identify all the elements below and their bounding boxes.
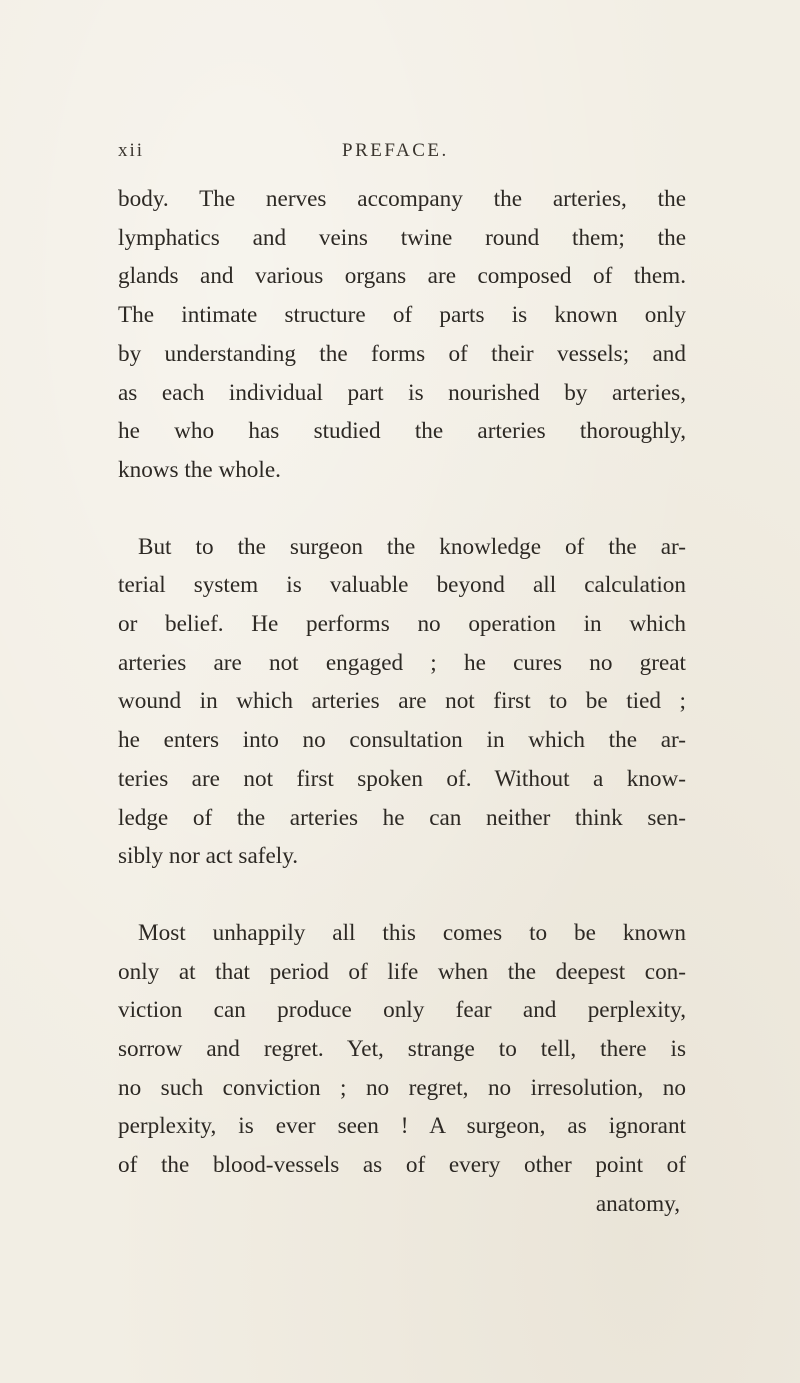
text-line: perplexity, is ever seen ! A surgeon, as ignorant bbox=[118, 1113, 686, 1140]
text-line: no such conviction ; no regret, no irresolution, no bbox=[118, 1074, 686, 1101]
paragraph-3 bbox=[118, 914, 686, 1185]
text-line: But to the surgeon the knowledge of the ar- bbox=[138, 533, 686, 560]
text-line: or belief. He performs no operation in which bbox=[118, 611, 686, 638]
text-line: sibly nor act safely. bbox=[118, 843, 299, 870]
text-line: lymphatics and veins twine round them; the bbox=[118, 224, 686, 251]
text-line: viction can produce only fear and perplexity, bbox=[118, 997, 686, 1024]
text-line: as each individual part is nourished by arteries, bbox=[118, 379, 686, 406]
text-line: he enters into no consultation in which the ar- bbox=[118, 727, 686, 754]
text-line: ledge of the arteries he can neither think sen- bbox=[118, 804, 686, 831]
text-line: only at that period of life when the deepest con- bbox=[118, 958, 686, 985]
text-line: body. The nerves accompany the arteries, the bbox=[118, 186, 686, 212]
paragraph-2 bbox=[118, 528, 686, 876]
running-head bbox=[118, 140, 688, 166]
text-line: glands and various organs are composed of them. bbox=[118, 263, 686, 290]
text-line: sorrow and regret. Yet, strange to tell, there is bbox=[118, 1036, 686, 1063]
text-line: arteries are not engaged ; he cures no great bbox=[118, 649, 686, 676]
text-line: Most unhappily all this comes to be known bbox=[138, 919, 686, 946]
text-line: knows the whole. bbox=[118, 456, 281, 483]
page-number: xii bbox=[118, 140, 145, 161]
text-line: teries are not first spoken of. Without a know- bbox=[118, 765, 686, 792]
text-line: of the blood-vessels as of every other point of bbox=[118, 1152, 686, 1179]
text-line: The intimate structure of parts is known only bbox=[118, 302, 686, 329]
body-text bbox=[118, 180, 686, 1224]
text-line: he who has studied the arteries thoroughly, bbox=[118, 418, 686, 445]
catchword: anatomy, bbox=[595, 1190, 680, 1217]
text-line: wound in which arteries are not first to be tied ; bbox=[118, 688, 686, 715]
paragraph-1 bbox=[118, 180, 686, 490]
running-title: PREFACE. bbox=[342, 140, 449, 161]
text-line: terial system is valuable beyond all calculation bbox=[118, 572, 686, 599]
text-line: by understanding the forms of their vessels; and bbox=[118, 340, 686, 367]
